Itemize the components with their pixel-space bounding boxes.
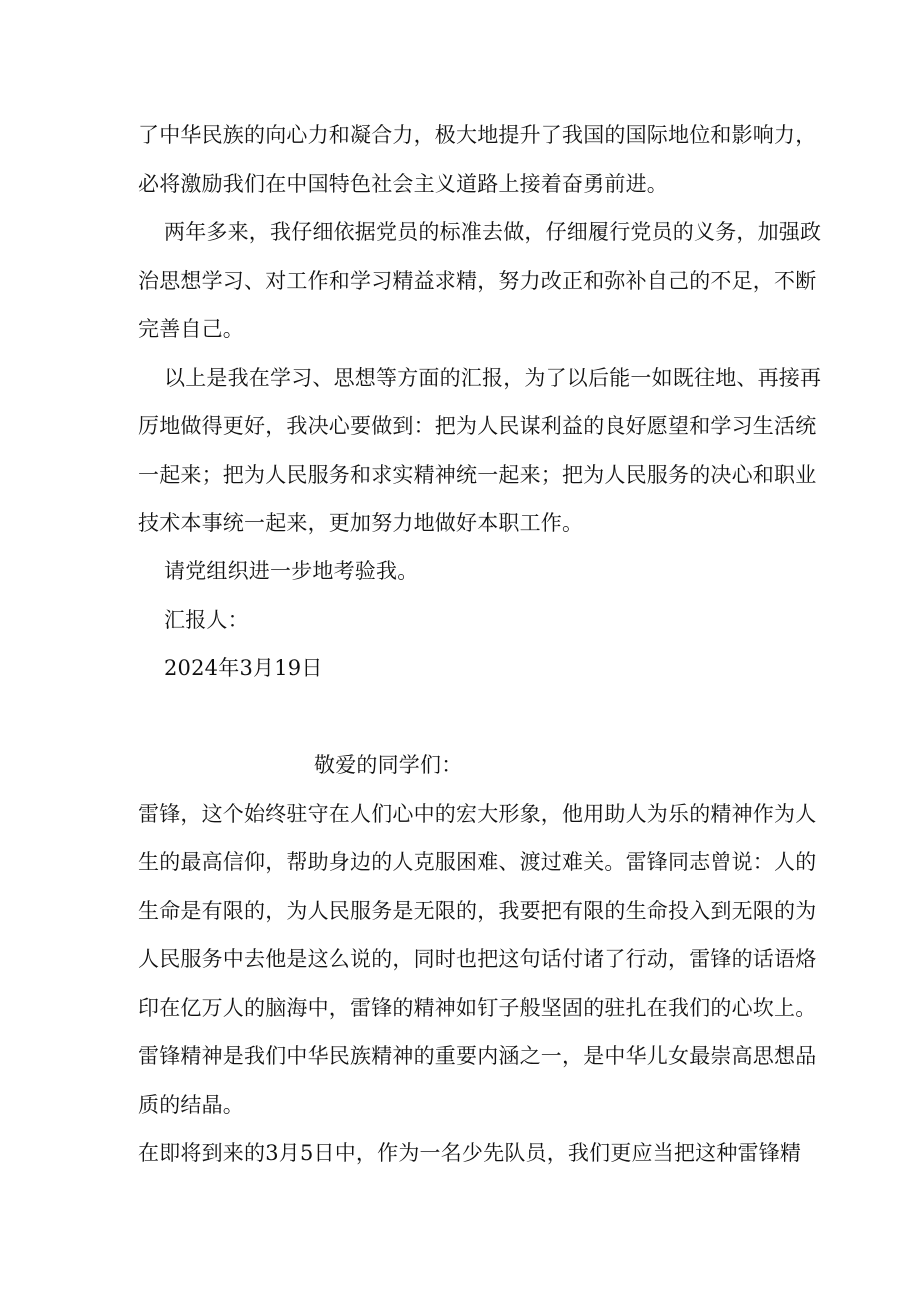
text-line: 必将激励我们在中国特色社会主义道路上接着奋勇前进。 [138,172,668,196]
text-line: 在即将到来的3月5日中，作为一名少先队员，我们更应当把这种雷锋精 [138,1141,802,1165]
paragraph-start-line: 以上是我在学习、思想等方面的汇报，为了以后能一如既往地、再接再 [164,366,822,390]
text-line: 厉地做得更好，我决心要做到：把为人民谋利益的良好愿望和学习生活统 [138,414,817,438]
text-line: 技术本事统一起来，更加努力地做好本职工作。 [138,511,584,535]
text-line: 生的最高信仰，帮助身边的人克服困难、渡过难关。雷锋同志曾说：人的 [138,850,817,874]
salutation: 敬爱的同学们： [314,753,463,777]
text-line: 人民服务中去他是这么说的，同时也把这句话付诸了行动，雷锋的话语烙 [138,947,817,971]
text-line: 治思想学习、对工作和学习精益求精，努力改正和弥补自己的不足，不断 [138,269,817,293]
paragraph-start-line: 两年多来，我仔细依据党员的标准去做，仔细履行党员的义务，加强政 [164,220,822,244]
text-line: 雷锋，这个始终驻守在人们心中的宏大形象，他用助人为乐的精神作为人 [138,802,817,826]
report-date: 2024年3月19日 [164,656,323,680]
text-line: 了中华民族的向心力和凝合力，极大地提升了我国的国际地位和影响力， [138,123,817,147]
text-line: 印在亿万人的脑海中，雷锋的精神如钉子般坚固的驻扎在我们的心坎上。 [138,996,817,1020]
closing-request: 请党组织进一步地考验我。 [164,559,419,583]
text-line: 雷锋精神是我们中华民族精神的重要内涵之一，是中华儿女最崇高思想品 [138,1044,817,1068]
text-line: 一起来；把为人民服务和求实精神统一起来；把为人民服务的决心和职业 [138,463,817,487]
text-line: 生命是有限的，为人民服务是无限的，我要把有限的生命投入到无限的为 [138,899,817,923]
reporter-label: 汇报人： [164,608,249,632]
text-line: 质的结晶。 [138,1093,244,1117]
text-line: 完善自己。 [138,317,244,341]
